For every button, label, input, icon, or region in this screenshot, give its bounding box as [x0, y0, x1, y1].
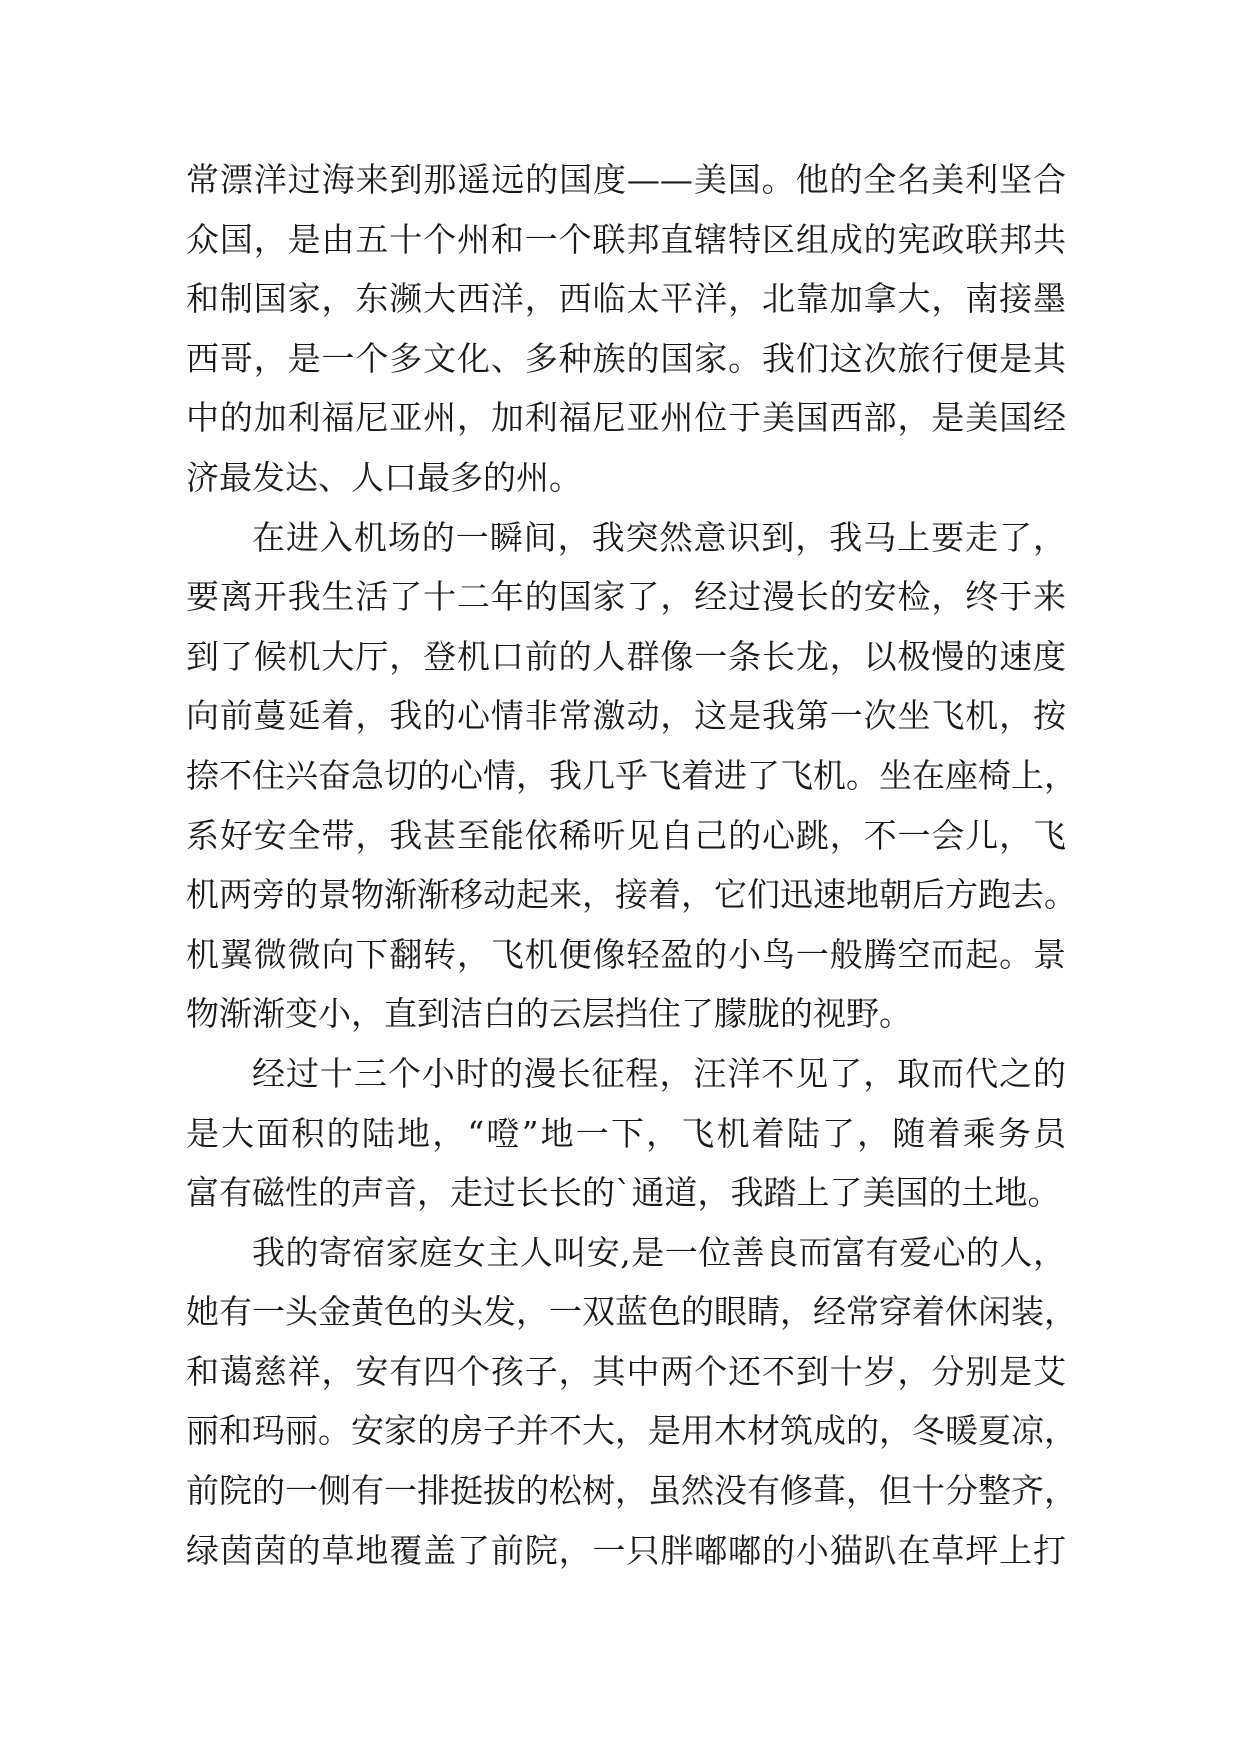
- body-text: [186, 150, 1077, 1580]
- text-line: 物渐渐变小，直到洁白的云层挡住了朦胧的视野。: [186, 994, 912, 1034]
- text-line: 向前蔓延着，我的心情非常激动，这是我第一次坐飞机，按: [186, 696, 1066, 736]
- text-line: 和制国家，东濒大西洋，西临太平洋，北靠加拿大，南接墨: [186, 279, 1066, 319]
- text-line: 富有磁性的声音，走过长长的`通道，我踏上了美国的土地。: [186, 1173, 1061, 1213]
- text-line: 她有一头金黄色的头发，一双蓝色的眼睛，经常穿着休闲装，: [186, 1292, 1077, 1332]
- paragraph-start-line: 在进入机场的一瞬间，我突然意识到，我马上要走了，: [252, 517, 1066, 557]
- text-line: 众国，是由五十个州和一个联邦直辖特区组成的宪政联邦共: [186, 219, 1066, 259]
- text-line: 是大面积的陆地，“噔”地一下，飞机着陆了，随着乘务员: [186, 1113, 1066, 1153]
- text-line: 绿茵茵的草地覆盖了前院，一只胖嘟嘟的小猫趴在草坪上打: [186, 1530, 1066, 1570]
- text-line: 机两旁的景物渐渐移动起来，接着，它们迅速地朝后方跑去。: [186, 875, 1077, 915]
- text-line: 中的加利福尼亚州，加利福尼亚州位于美国西部，是美国经: [186, 398, 1066, 438]
- text-line: 捺不住兴奋急切的心情，我几乎飞着进了飞机。坐在座椅上，: [186, 755, 1077, 795]
- text-line: 济最发达、人口最多的州。: [186, 457, 582, 497]
- paragraph-start-line: 我的寄宿家庭女主人叫安,是一位善良而富有爱心的人，: [252, 1232, 1066, 1272]
- text-line: 机翼微微向下翻转，飞机便像轻盈的小鸟一般腾空而起。景: [186, 934, 1066, 974]
- text-line: 到了候机大厅，登机口前的人群像一条长龙，以极慢的速度: [186, 636, 1066, 676]
- paragraph-start-line: 经过十三个小时的漫长征程，汪洋不见了，取而代之的: [252, 1053, 1066, 1093]
- text-line: 要离开我生活了十二年的国家了，经过漫长的安检，终于来: [186, 577, 1066, 617]
- text-line: 丽和玛丽。安家的房子并不大，是用木材筑成的，冬暖夏凉，: [186, 1411, 1077, 1451]
- text-line: 西哥，是一个多文化、多种族的国家。我们这次旅行便是其: [186, 338, 1066, 378]
- text-line: 和蔼慈祥，安有四个孩子，其中两个还不到十岁，分别是艾: [186, 1351, 1066, 1391]
- text-line: 前院的一侧有一排挺拔的松树，虽然没有修葺，但十分整齐，: [186, 1471, 1077, 1511]
- text-line: 常漂洋过海来到那遥远的国度——美国。他的全名美利坚合: [186, 160, 1066, 199]
- text-line: 系好安全带，我甚至能依稀听见自己的心跳，不一会儿，飞: [186, 815, 1066, 855]
